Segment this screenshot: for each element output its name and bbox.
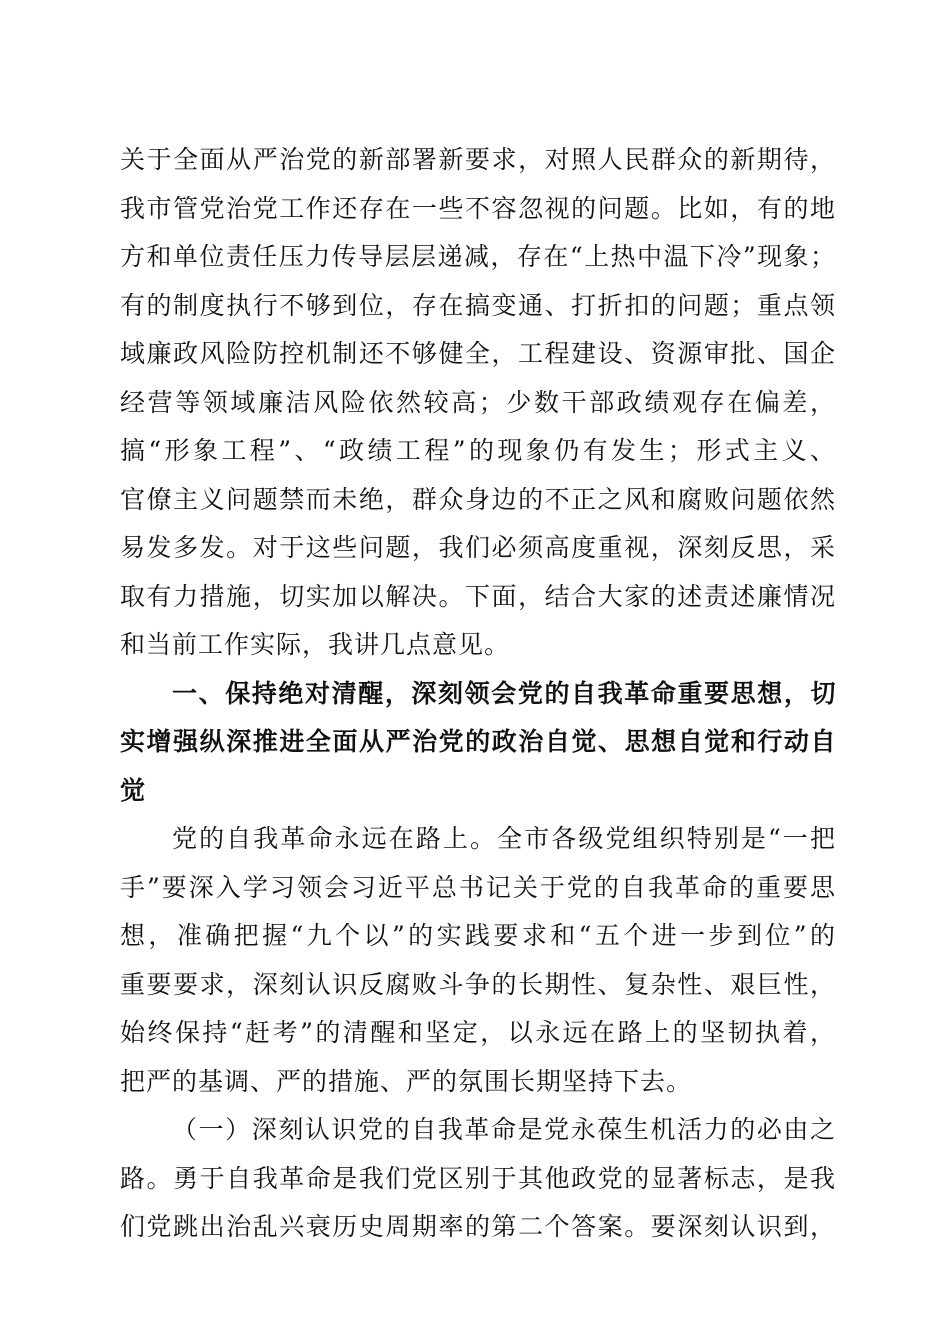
text-line: （一）深刻认识党的自我革命是党永葆生机活力的必由之 xyxy=(172,1115,836,1144)
text-line: 党的自我革命永远在路上。全市各级党组织特别是“一把 xyxy=(172,824,836,853)
paragraph-self-revolution xyxy=(120,815,836,1106)
text-line: 把严的基调、严的措施、严的氛围长期坚持下去。 xyxy=(120,1066,693,1096)
text-line: 们党跳出治乱兴衰历史周期率的第二个答案。要深刻认识到， xyxy=(120,1212,836,1241)
text-line: 搞“形象工程”、“政绩工程”的现象仍有发生；形式主义、 xyxy=(120,436,836,465)
heading-line: 一、保持绝对清醒，深刻领会党的自我革命重要思想，切 xyxy=(172,678,836,708)
document-body xyxy=(120,136,836,1252)
text-line: 我市管党治党工作还存在一些不容忽视的问题。比如，有的地 xyxy=(120,193,836,223)
text-line: 经营等领域廉洁风险依然较高；少数干部政绩观存在偏差， xyxy=(120,387,836,417)
text-line: 关于全面从严治党的新部署新要求，对照人民群众的新期待， xyxy=(120,145,836,174)
text-line: 取有力措施，切实加以解决。下面，结合大家的述责述廉情况 xyxy=(120,581,836,611)
text-line: 想，准确把握“九个以”的实践要求和“五个进一步到位”的 xyxy=(120,921,836,950)
text-line: 方和单位责任压力传导层层递减，存在“上热中温下冷”现象； xyxy=(120,242,836,271)
paragraph-subpoint-one xyxy=(120,1106,836,1252)
heading-line: 实增强纵深推进全面从严治党的政治自觉、思想自觉和行动自 xyxy=(120,727,836,756)
text-line: 路。勇于自我革命是我们党区别于其他政党的显著标志，是我 xyxy=(120,1163,836,1193)
text-line: 和当前工作实际，我讲几点意见。 xyxy=(120,630,511,659)
section-heading-one xyxy=(120,670,836,816)
text-line: 手”要深入学习领会习近平总书记关于党的自我革命的重要思 xyxy=(120,872,836,902)
text-line: 易发多发。对于这些问题，我们必须高度重视，深刻反思，采 xyxy=(120,533,836,562)
text-line: 域廉政风险防控机制还不够健全，工程建设、资源审批、国企 xyxy=(120,339,836,368)
text-line: 有的制度执行不够到位，存在搞变通、打折扣的问题；重点领 xyxy=(120,290,836,320)
heading-line: 觉 xyxy=(120,775,146,805)
text-line: 重要要求，深刻认识反腐败斗争的长期性、复杂性、艰巨性， xyxy=(120,969,836,999)
paragraph-intro-problems xyxy=(120,136,836,670)
text-line: 官僚主义问题禁而未绝，群众身边的不正之风和腐败问题依然 xyxy=(120,484,836,514)
text-line: 始终保持“赶考”的清醒和坚定，以永远在路上的坚韧执着， xyxy=(120,1018,836,1047)
